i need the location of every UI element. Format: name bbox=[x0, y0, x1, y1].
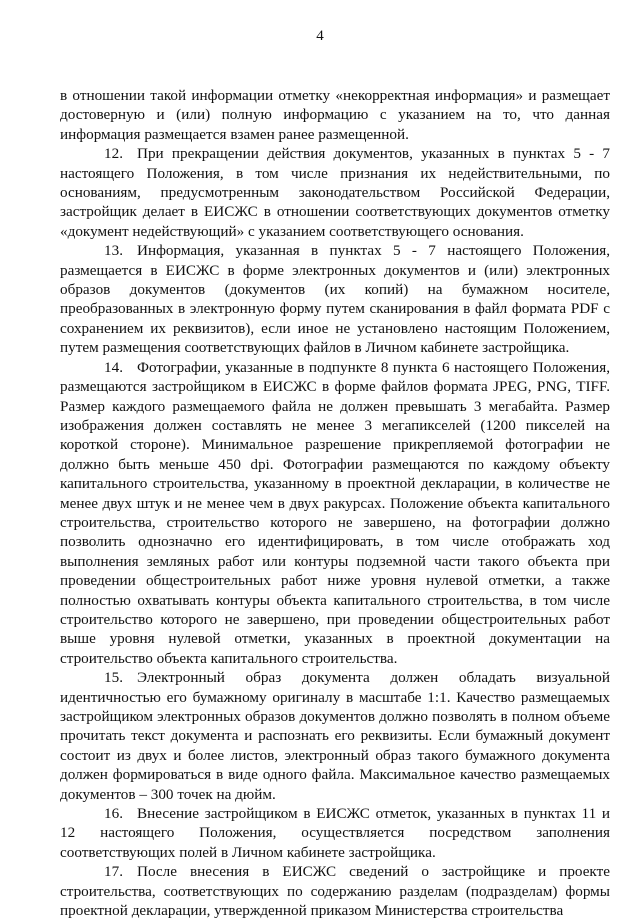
paragraph-12 bbox=[60, 144, 610, 241]
page-number: 4 bbox=[316, 28, 324, 44]
paragraph-13 bbox=[60, 241, 610, 357]
paragraph-16 bbox=[60, 804, 610, 862]
paragraph-number: 14. bbox=[104, 358, 123, 376]
paragraph-14 bbox=[60, 358, 610, 669]
paragraph-number: 15. bbox=[104, 669, 123, 687]
paragraph-text: После внесения в ЕИСЖС сведений о застройщике и проекте строительства, соответствующих по содержанию разделам (подразделам) формы проектной декларации, утвержденной приказом Министерства строительства bbox=[60, 863, 610, 920]
paragraph-number: 13. bbox=[104, 242, 123, 260]
paragraph-number: 12. bbox=[104, 145, 123, 163]
paragraph-text: При прекращении действия документов, указанных в пунктах 5 - 7 настоящего Положения, в том числе признания их недействительными, по основаниям, предусмотренным законодательством Российской Федерации, застройщик делает в ЕИСЖС в отношении соответствующих документов отметку «документ недействующий» с указанием соответствующего основания. bbox=[60, 145, 610, 240]
paragraph-17 bbox=[60, 862, 610, 920]
paragraph-number: 17. bbox=[104, 863, 123, 881]
paragraph-text: в отношении такой информации отметку «некорректная информация» и размещает достоверную и (или) полную информацию с указанием на то, что данная информация размещается взамен ранее размещенной. bbox=[60, 87, 610, 143]
paragraph-text: Внесение застройщиком в ЕИСЖС отметок, указанных в пунктах 11 и 12 настоящего Положения, осуществляется посредством заполнения соответствующих полей в Личном кабинете застройщика. bbox=[60, 805, 610, 861]
paragraph-text: Электронный образ документа должен обладать визуальной идентичностью его бумажному оригиналу в масштабе 1:1. Качество размещаемых застройщиком электронных образов документов должно позволять в полном объеме прочитать текст документа и распознать его реквизиты. Если бумажный документ состоит из двух и более листов, электронный образ такого бумажного документа должен формироваться в виде одного файла. Максимальное качество размещаемых документов – 300 точек на дюйм. bbox=[60, 669, 610, 803]
paragraph-continuation bbox=[60, 86, 610, 144]
paragraph-number: 16. bbox=[104, 805, 123, 823]
paragraph-text: Фотографии, указанные в подпункте 8 пункта 6 настоящего Положения, размещаются застройщиком в ЕИСЖС в форме файлов формата JPEG, PNG, TIFF. Размер каждого размещаемого файла не должен превышать 3 мегабайта. Размер изображения должен составлять не менее 3 мегапикселей (1200 пикселей на короткой стороне). Минимальное разрешение прикрепляемой фотографии не должно быть меньше 450 dpi. Фотографии размещаются по каждому объекту капитального строительства, указанному в проектной декларации, в количестве не менее двух штук и не менее чем в двух ракурсах. Положение объекта капитального строительства, строительство которого не завершено, на фотографии должно позволить однозначно его идентифицировать, в том числе отображать ход выполнения земляных работ или контуры подземной части такого объекта при проведении общестроительных работ ниже уровня нулевой отметки, а также полностью охватывать контуры объекта капитального строительства, в том числе строительство которого не завершено, при проведении общестроительных работ выше уровня нулевой отметки, указанных в проектной документации на строительство объекта капитального строительства. bbox=[60, 358, 610, 667]
document-body bbox=[60, 86, 610, 920]
paragraph-15 bbox=[60, 668, 610, 804]
paragraph-text: Информация, указанная в пунктах 5 - 7 настоящего Положения, размещается в ЕИСЖС в форме электронных документов и (или) электронных образов документов (документов (их копий) на бумажном носителе, преобразованных в электронную форму путем сканирования в файл формата PDF с сохранением их реквизитов), если иное не установлено настоящим Положением, путем размещения соответствующих файлов в Личном кабинете застройщика. bbox=[60, 242, 610, 357]
